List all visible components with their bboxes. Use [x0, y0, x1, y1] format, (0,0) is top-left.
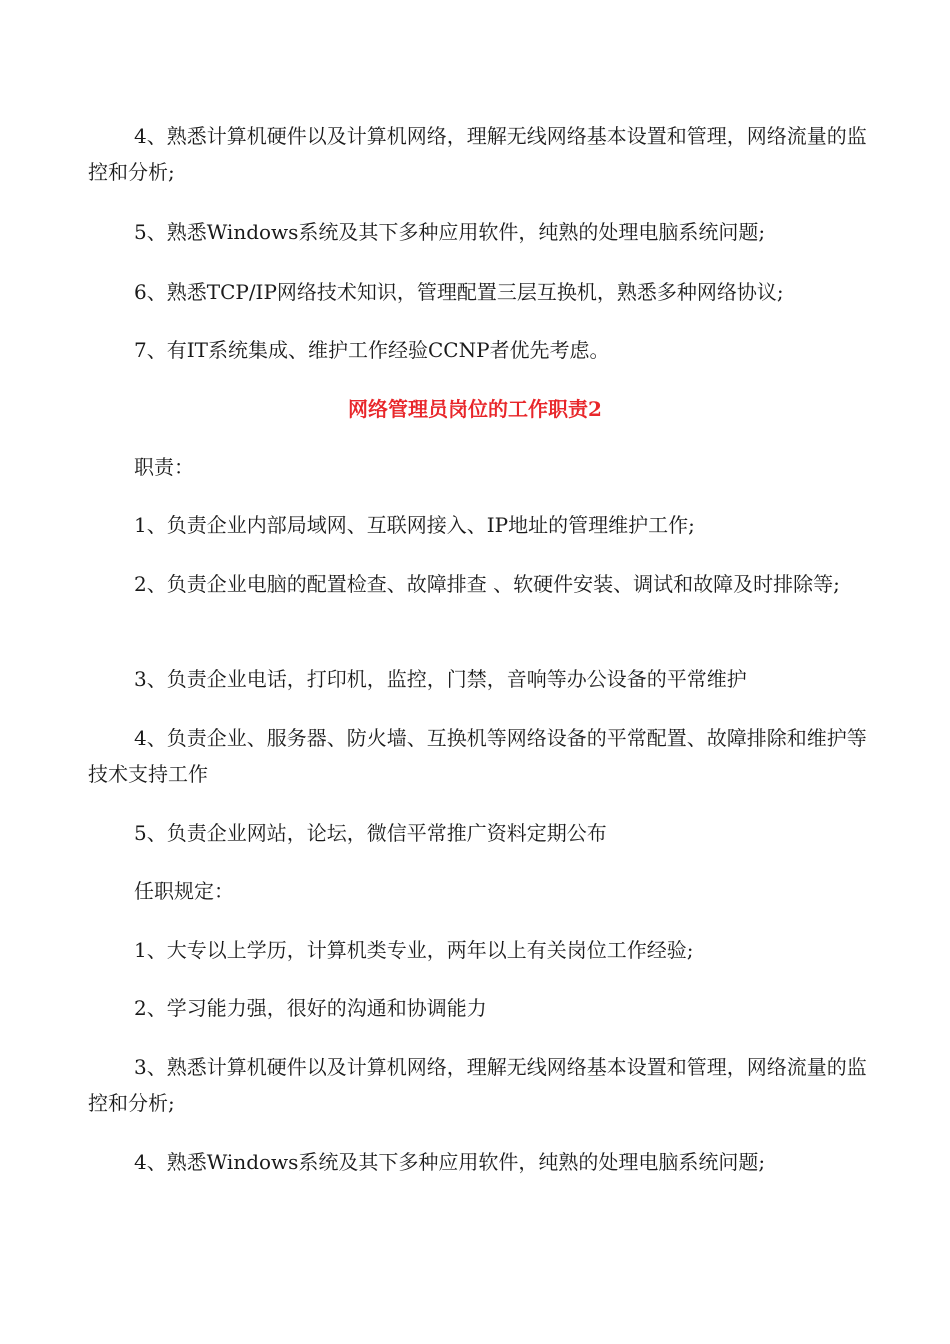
requirement-item-4b: 4、熟悉Windows系统及其下多种应用软件，纯熟的处理电脑系统问题; — [134, 1150, 766, 1174]
requirement-item-6: 6、熟悉TCP/IP网络技术知识，管理配置三层互换机，熟悉多种网络协议; — [134, 280, 784, 304]
requirement-item-1: 1、大专以上学历，计算机类专业，两年以上有关岗位工作经验; — [134, 938, 694, 962]
requirements-label: 任职规定： — [134, 879, 234, 903]
requirement-item-3: 3、熟悉计算机硬件以及计算机网络，理解无线网络基本设置和管理，网络流量的监控和分析; — [88, 1055, 867, 1115]
requirement-item-2: 2、学习能力强，很好的沟通和协调能力 — [134, 996, 487, 1020]
duty-item-5: 5、负责企业网站，论坛，微信平常推广资料定期公布 — [134, 821, 607, 845]
duties-label: 职责： — [134, 455, 194, 479]
duty-item-1: 1、负责企业内部局域网、互联网接入、IP地址的管理维护工作; — [134, 513, 695, 537]
duty-item-3: 3、负责企业电话，打印机，监控，门禁，音响等办公设备的平常维护 — [134, 667, 747, 691]
section-heading: 网络管理员岗位的工作职责2 — [348, 397, 602, 421]
duty-item-2: 2、负责企业电脑的配置检查、故障排查 、软硬件安装、调试和故障及时排除等; — [134, 572, 840, 596]
requirement-item-4: 4、熟悉计算机硬件以及计算机网络，理解无线网络基本设置和管理，网络流量的监控和分析; — [88, 124, 867, 184]
requirement-item-7: 7、有IT系统集成、维护工作经验CCNP者优先考虑。 — [134, 338, 610, 362]
requirement-item-5: 5、熟悉Windows系统及其下多种应用软件，纯熟的处理电脑系统问题; — [134, 220, 766, 244]
duty-item-4: 4、负责企业、服务器、防火墙、互换机等网络设备的平常配置、故障排除和维护等技术支持工作 — [88, 726, 867, 786]
